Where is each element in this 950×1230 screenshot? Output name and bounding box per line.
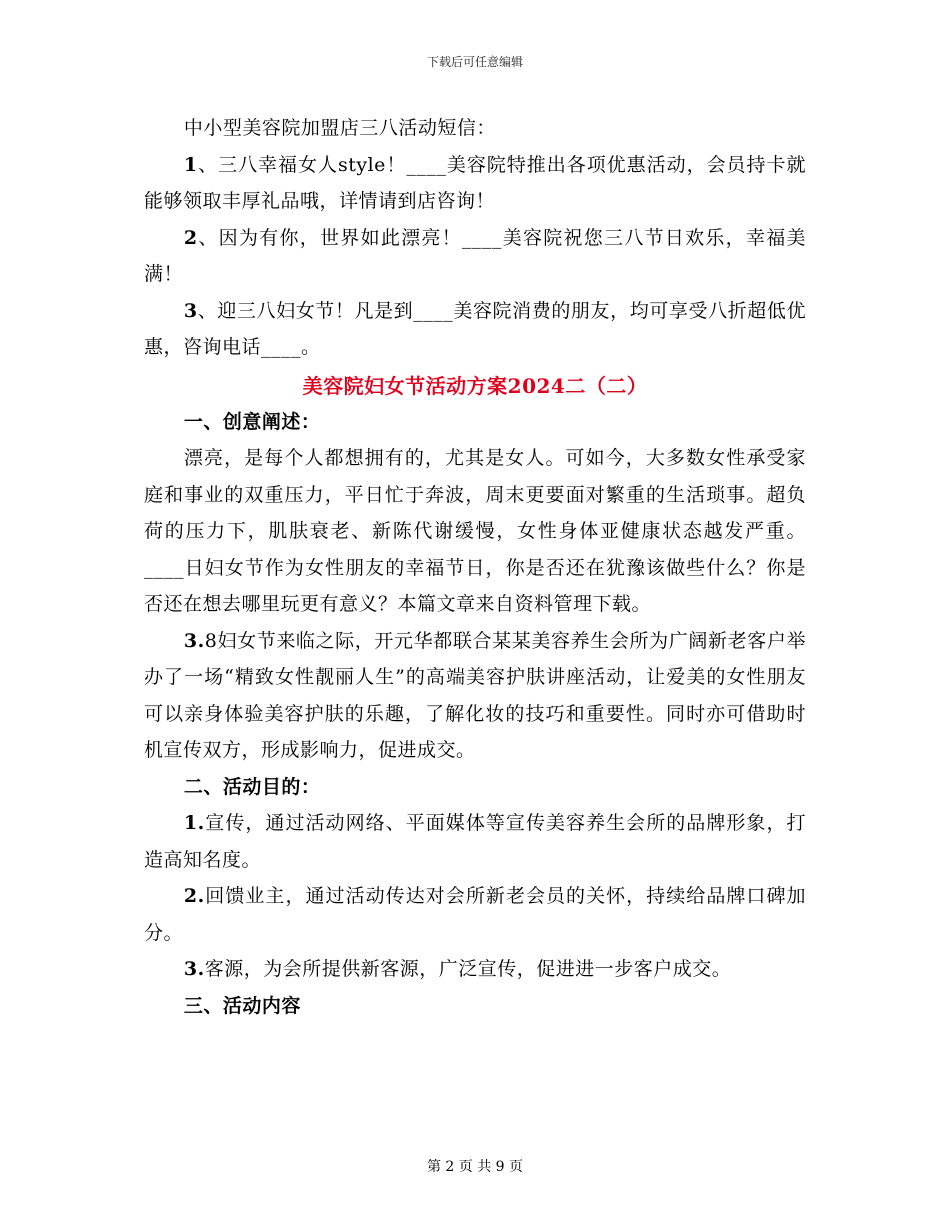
sms-text: 、迎三八妇女节！凡是到____美容院消费的朋友，均可享受八折超低优惠，咨询电话____。 [144, 299, 806, 358]
sms-item-2 [144, 220, 806, 293]
section-title: 美容院妇女节活动方案2024二（二） [302, 373, 648, 398]
section3-heading: 三、活动内容 [183, 994, 301, 1017]
document-body [144, 110, 806, 1024]
section2-heading: 二、活动目的： [183, 775, 321, 798]
page-header: 下载后可任意编辑 [426, 55, 523, 69]
item-text: 客源，为会所提供新客源，广泛宣传，促进进一步客户成交。 [204, 958, 732, 980]
section1-heading: 一、创意阐述： [183, 410, 321, 433]
sms-number: 2 [183, 226, 198, 249]
sms-text: 、因为有你，世界如此漂亮！____美容院祝您三八节日欢乐，幸福美满！ [144, 226, 806, 285]
paragraph-text: 8妇女节来临之际，开元华都联合某某美容养生会所为广阔新老客户举办了一场“精致女性靓丽人生”的高端美容护肤讲座活动，让爱美的女性朋友可以亲身体验美容护肤的乐趣，了解化妆的技巧和重要性。同时亦可借助时机宣传双方，形成影响力，促进成交。 [144, 629, 806, 761]
item-number: 3. [183, 958, 205, 980]
section1-paragraph-2 [144, 623, 806, 769]
sms-item-3 [144, 293, 806, 366]
item-number: 2. [183, 885, 205, 907]
item-number: 1. [183, 812, 205, 834]
section1-paragraph-1: 漂亮，是每个人都想拥有的，尤其是女人。可如今，大多数女性承受家庭和事业的双重压力，平日忙于奔波，周末更要面对繁重的生活琐事。超负荷的压力下，肌肤衰老、新陈代谢缓慢，女性身体亚健康状态越发严重。____日妇女节作为女性朋友的幸福节日，你是否还在犹豫该做些什么？你是否还在想去哪里玩更有意义？本篇文章来自资料管理下载。 [144, 447, 806, 615]
sms-number: 1 [183, 153, 198, 176]
page-footer: 第 2 页 共 9 页 [426, 1159, 524, 1175]
sms-text: 、三八幸福女人style！____美容院特推出各项优惠活动，会员持卡就能够领取丰厚礼品哦，详情请到店咨询！ [144, 153, 806, 212]
intro-line: 中小型美容院加盟店三八活动短信： [183, 117, 496, 139]
item-text: 回馈业主，通过活动传达对会所新老会员的关怀，持续给品牌口碑加分。 [144, 885, 806, 944]
purpose-item-3 [144, 951, 806, 988]
paragraph-number: 3. [183, 629, 205, 652]
item-text: 宣传，通过活动网络、平面媒体等宣传美容养生会所的品牌形象，打造高知名度。 [144, 812, 806, 871]
sms-number: 3 [183, 299, 198, 322]
sms-item-1 [144, 147, 806, 220]
purpose-item-2 [144, 878, 806, 951]
purpose-item-1 [144, 805, 806, 878]
